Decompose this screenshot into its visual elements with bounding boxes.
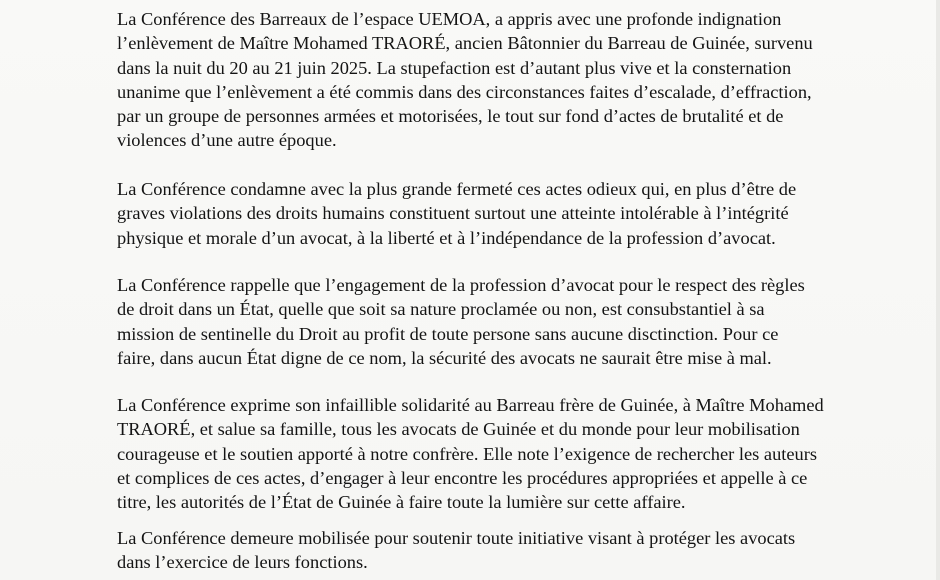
text-line: titre, les autorités de l’État de Guinée à faire toute la lumière sur cette affaire. bbox=[117, 492, 686, 513]
text-line: par un groupe de personnes armées et motorisées, le tout sur fond d’actes de brutalité et de bbox=[117, 106, 784, 127]
page-edge bbox=[936, 0, 940, 580]
paragraph-condemnation bbox=[117, 177, 892, 250]
paragraph-abduction-announcement bbox=[117, 7, 892, 153]
text-line: violences d’une autre époque. bbox=[117, 130, 337, 151]
text-line: dans la nuit du 20 au 21 juin 2025. La stupefaction est d’autant plus vive et la consternation bbox=[117, 57, 792, 78]
text-line: l’enlèvement de Maître Mohamed TRAORÉ, ancien Bâtonnier du Barreau de Guinée, survenu bbox=[117, 33, 813, 54]
text-line: La Conférence demeure mobilisée pour soutenir toute initiative visant à protéger les avocats bbox=[117, 528, 796, 548]
text-line: TRAORÉ, et salue sa famille, tous les avocats de Guinée et du monde pour leur mobilisation bbox=[117, 419, 800, 440]
text-line: unanime que l’enlèvement a été commis dans des circonstances faites d’escalade, d’effraction, bbox=[117, 81, 812, 102]
text-line: et complices de ces actes, d’engager à leur encontre les procédures appropriées et appelle à ce bbox=[117, 467, 808, 488]
text-line: mission de sentinelle du Droit au profit de toute persone sans aucune disctinction. Pour ce bbox=[117, 323, 779, 344]
paragraph-solidarity bbox=[117, 393, 892, 514]
text-line: dans l’exercice de leurs fonctions. bbox=[117, 552, 368, 573]
text-line: physique et morale d’un avocat, à la liberté et à l’indépendance de la profession d’avocat. bbox=[117, 227, 776, 248]
text-line: courageuse et le soutien apporté à notre confrère. Elle note l’exigence de rechercher les auteurs bbox=[117, 443, 818, 464]
text-line: de droit dans un État, quelle que soit sa nature proclamée ou non, est consubstantiel à sa bbox=[117, 299, 765, 320]
text-line: La Conférence exprime son infaillible solidarité au Barreau frère de Guinée, à Maître Mohamed bbox=[117, 395, 824, 415]
text-line: La Conférence rappelle que l’engagement de la profession d’avocat pour le respect des règles bbox=[117, 275, 805, 295]
text-line: La Conférence des Barreaux de l’espace UEMOA, a appris avec une profonde indignation bbox=[117, 9, 782, 29]
paragraph-reminder bbox=[117, 273, 892, 370]
paragraph-mobilization bbox=[117, 526, 892, 575]
text-line: graves violations des droits humains constituent surtout une atteinte intolérable à l’intégrité bbox=[117, 203, 789, 224]
text-line: La Conférence condamne avec la plus grande fermeté ces actes odieux qui, en plus d’être de bbox=[117, 179, 797, 199]
text-line: faire, dans aucun État digne de ce nom, la sécurité des avocats ne saurait être mise à mal. bbox=[117, 347, 772, 368]
